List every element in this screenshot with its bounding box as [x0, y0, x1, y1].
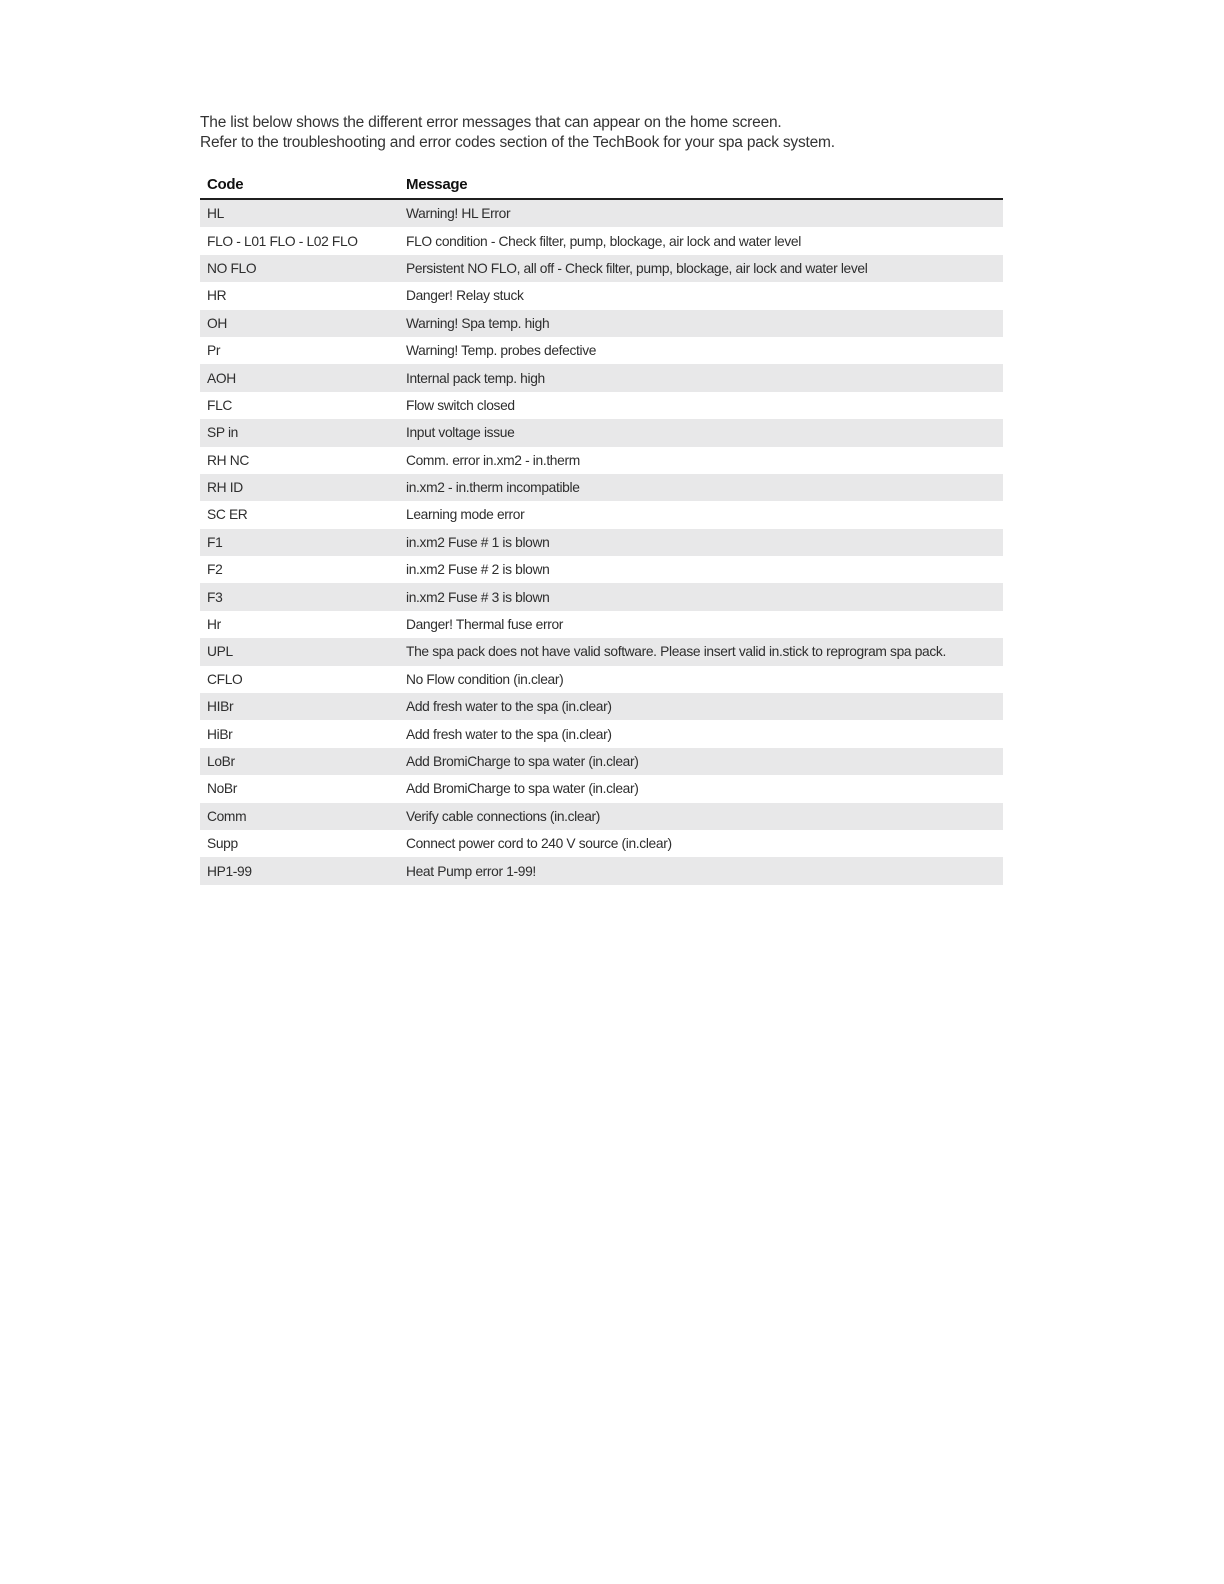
- cell-message: Add fresh water to the spa (in.clear): [406, 726, 612, 742]
- cell-code: HiBr: [207, 726, 233, 742]
- cell-message: Add BromiCharge to spa water (in.clear): [406, 781, 639, 797]
- table-row: [200, 227, 1003, 254]
- table-row: [200, 720, 1003, 747]
- intro-line-1: The list below shows the different error messages that can appear on the home screen.: [200, 114, 782, 131]
- cell-message: Add BromiCharge to spa water (in.clear): [406, 754, 639, 769]
- cell-message: in.xm2 - in.therm incompatible: [406, 480, 580, 496]
- table-row: [200, 611, 1003, 638]
- cell-code: UPL: [207, 644, 233, 660]
- cell-message: Internal pack temp. high: [406, 370, 545, 386]
- cell-message: Heat Pump error 1-99!: [406, 863, 536, 879]
- table-row: [200, 200, 1003, 227]
- cell-code: Hr: [207, 617, 221, 633]
- cell-code: HIBr: [207, 699, 234, 715]
- cell-code: NO FLO: [207, 260, 257, 276]
- cell-message: Verify cable connections (in.clear): [406, 808, 601, 824]
- cell-message: Warning! Spa temp. high: [406, 315, 550, 331]
- header-code: Code: [207, 175, 244, 193]
- table-row: [200, 501, 1003, 528]
- table-row: [200, 583, 1003, 610]
- cell-code: HL: [207, 206, 224, 222]
- cell-message: The spa pack does not have valid software. Please insert valid in.stick to reprogram spa pack.: [406, 644, 946, 660]
- cell-message: Persistent NO FLO, all off - Check filter, pump, blockage, air lock and water level: [406, 260, 868, 276]
- table-row: [200, 666, 1003, 693]
- cell-code: SP in: [207, 425, 238, 441]
- cell-code: SC ER: [207, 507, 248, 523]
- cell-code: NoBr: [207, 781, 238, 797]
- table-row: [200, 392, 1003, 419]
- cell-code: RH NC: [207, 452, 249, 468]
- table-header: [200, 170, 1003, 200]
- cell-code: HR: [207, 288, 227, 304]
- table-row: [200, 474, 1003, 501]
- table-row: [200, 556, 1003, 583]
- cell-message: in.xm2 Fuse # 1 is blown: [406, 534, 550, 550]
- header-message: Message: [406, 175, 468, 193]
- table-row: [200, 775, 1003, 802]
- cell-code: Pr: [207, 343, 221, 359]
- cell-message: in.xm2 Fuse # 3 is blown: [406, 589, 550, 605]
- table-row: [200, 310, 1003, 337]
- cell-code: FLO - L01 FLO - L02 FLO: [207, 233, 358, 249]
- table-row: [200, 364, 1003, 391]
- cell-message: Input voltage issue: [406, 425, 515, 441]
- table-row: [200, 447, 1003, 474]
- table-body: [200, 200, 1003, 885]
- table-row: [200, 337, 1003, 364]
- cell-message: Add fresh water to the spa (in.clear): [406, 699, 612, 715]
- cell-message: Flow switch closed: [406, 397, 515, 413]
- cell-code: RH ID: [207, 480, 243, 496]
- intro-line-2: Refer to the troubleshooting and error codes section of the TechBook for your spa pack system.: [200, 134, 835, 151]
- cell-code: Comm: [207, 808, 247, 824]
- error-codes-table: [200, 170, 1003, 885]
- cell-message: Danger! Relay stuck: [406, 288, 524, 304]
- table-row: [200, 748, 1003, 775]
- table-row: [200, 638, 1003, 665]
- table-row: [200, 857, 1003, 884]
- cell-code: LoBr: [207, 754, 235, 769]
- cell-message: Danger! Thermal fuse error: [406, 617, 564, 633]
- cell-message: in.xm2 Fuse # 2 is blown: [406, 562, 550, 578]
- cell-code: F1: [207, 534, 223, 550]
- cell-code: Supp: [207, 836, 238, 852]
- table-row: [200, 803, 1003, 830]
- cell-message: Comm. error in.xm2 - in.therm: [406, 452, 580, 468]
- table-row: [200, 282, 1003, 309]
- table-row: [200, 255, 1003, 282]
- cell-code: AOH: [207, 370, 236, 386]
- intro-text: [200, 113, 1020, 153]
- table-row: [200, 830, 1003, 857]
- table-row: [200, 693, 1003, 720]
- cell-message: FLO condition - Check filter, pump, blockage, air lock and water level: [406, 233, 801, 249]
- cell-code: HP1-99: [207, 863, 252, 879]
- cell-code: CFLO: [207, 671, 243, 687]
- cell-message: Warning! Temp. probes defective: [406, 343, 597, 359]
- cell-code: F2: [207, 562, 223, 578]
- cell-code: OH: [207, 315, 227, 331]
- cell-message: Learning mode error: [406, 507, 525, 523]
- cell-code: F3: [207, 589, 223, 605]
- cell-code: FLC: [207, 397, 233, 413]
- table-row: [200, 419, 1003, 446]
- table-row: [200, 529, 1003, 556]
- cell-message: Connect power cord to 240 V source (in.clear): [406, 836, 672, 852]
- cell-message: No Flow condition (in.clear): [406, 671, 564, 687]
- cell-message: Warning! HL Error: [406, 206, 511, 222]
